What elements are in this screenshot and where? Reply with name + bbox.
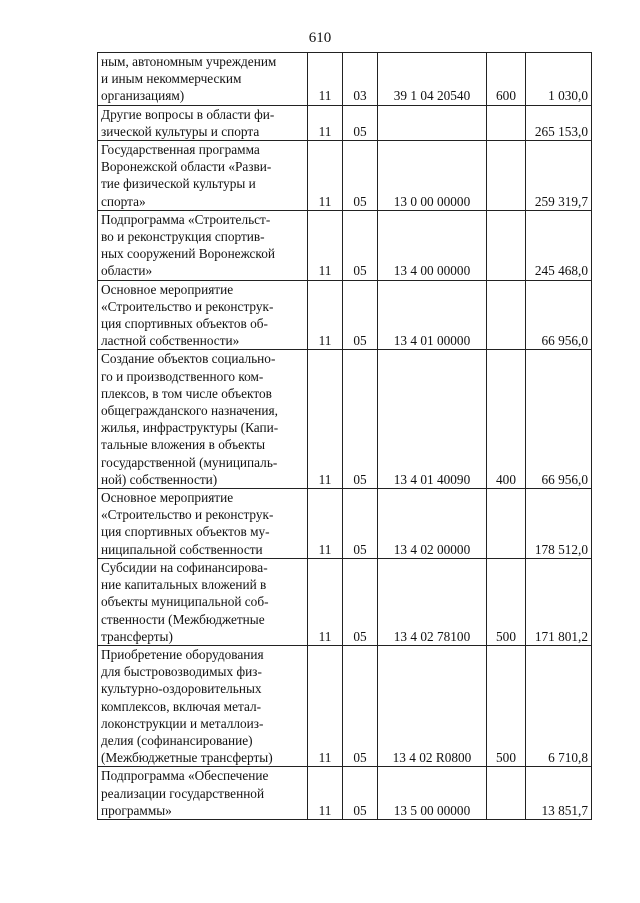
amount-cell: 66 956,0 <box>526 350 592 489</box>
amount-cell: 1 030,0 <box>526 53 592 106</box>
subsection-code-cell: 03 <box>343 53 378 106</box>
expense-type-cell <box>487 280 526 350</box>
subsection-code-cell: 05 <box>343 105 378 140</box>
section-code-cell: 11 <box>308 210 343 280</box>
table-row <box>98 350 592 489</box>
table-row <box>98 558 592 645</box>
section-code-cell: 11 <box>308 645 343 766</box>
subsection-code-cell: 05 <box>343 141 378 211</box>
row-name-text: Государственная программа Воронежской области «Разви- тие физической культуры и спорта» <box>101 142 272 209</box>
section-code-cell: 11 <box>308 105 343 140</box>
expense-type-cell <box>487 489 526 559</box>
table-row <box>98 105 592 140</box>
name-cell <box>98 210 308 280</box>
subsection-code-cell: 05 <box>343 350 378 489</box>
row-name-text: Приобретение оборудования для быстровозводимых физ- культурно-оздоровительных комплексов, включая метал- локонструкции и металлоиз- делия (софинансирование) (Межбюджетные трансферты) <box>101 646 273 766</box>
expense-type-cell: 500 <box>487 558 526 645</box>
section-code-cell: 11 <box>308 141 343 211</box>
expense-type-cell <box>487 767 526 820</box>
section-code-cell: 11 <box>308 558 343 645</box>
budget-table-body <box>98 53 592 820</box>
subsection-code-cell: 05 <box>343 558 378 645</box>
target-article-cell: 13 4 01 40090 <box>378 350 487 489</box>
name-cell <box>98 280 308 350</box>
name-cell <box>98 105 308 140</box>
amount-cell: 6 710,8 <box>526 645 592 766</box>
name-cell <box>98 141 308 211</box>
section-code-cell: 11 <box>308 53 343 106</box>
section-code-cell: 11 <box>308 489 343 559</box>
subsection-code-cell: 05 <box>343 489 378 559</box>
amount-cell: 245 468,0 <box>526 210 592 280</box>
row-name-text: Субсидии на софинансирова- ние капитальных вложений в объекты муниципальной соб- ственности (Межбюджетные трансферты) <box>101 559 269 644</box>
name-cell <box>98 767 308 820</box>
target-article-cell: 13 5 00 00000 <box>378 767 487 820</box>
budget-table <box>97 52 592 820</box>
target-article-cell: 13 0 00 00000 <box>378 141 487 211</box>
target-article-cell <box>378 105 487 140</box>
table-row <box>98 767 592 820</box>
expense-type-cell: 600 <box>487 53 526 106</box>
amount-cell: 259 319,7 <box>526 141 592 211</box>
target-article-cell: 13 4 00 00000 <box>378 210 487 280</box>
section-code-cell: 11 <box>308 767 343 820</box>
expense-type-cell <box>487 141 526 211</box>
row-name-text: Создание объектов социально- го и производственного ком- плексов, в том числе объектов общегражданского назначения, жилья, инфраструктуры (Капи- тальные вложения в объекты государственной (муниципаль- ной) собственности) <box>101 351 279 487</box>
table-row <box>98 210 592 280</box>
section-code-cell: 11 <box>308 280 343 350</box>
expense-type-cell: 400 <box>487 350 526 489</box>
target-article-cell: 39 1 04 20540 <box>378 53 487 106</box>
name-cell <box>98 53 308 106</box>
row-name-text: ным, автономным учрежденим и иным некоммерческим организациям) <box>101 54 277 104</box>
name-cell <box>98 350 308 489</box>
amount-cell: 178 512,0 <box>526 489 592 559</box>
expense-type-cell <box>487 210 526 280</box>
row-name-text: Подпрограмма «Обеспечение реализации государственной программы» <box>101 768 269 818</box>
row-name-text: Основное мероприятие «Строительство и реконструк- ция спортивных объектов му- ниципальной собственности <box>101 490 274 557</box>
table-row <box>98 645 592 766</box>
row-name-text: Другие вопросы в области фи- зической культуры и спорта <box>101 106 275 139</box>
table-row <box>98 489 592 559</box>
amount-cell: 13 851,7 <box>526 767 592 820</box>
row-name-text: Основное мероприятие «Строительство и реконструк- ция спортивных объектов об- ластной собственности» <box>101 281 274 349</box>
row-name-text: Подпрограмма «Строительст- во и реконструкция спортив- ных сооружений Воронежской области» <box>101 211 275 279</box>
target-article-cell: 13 4 02 00000 <box>378 489 487 559</box>
name-cell <box>98 489 308 559</box>
subsection-code-cell: 05 <box>343 280 378 350</box>
expense-type-cell <box>487 105 526 140</box>
table-row <box>98 141 592 211</box>
name-cell <box>98 645 308 766</box>
page-number: 610 <box>308 30 332 46</box>
section-code-cell: 11 <box>308 350 343 489</box>
target-article-cell: 13 4 02 R0800 <box>378 645 487 766</box>
subsection-code-cell: 05 <box>343 645 378 766</box>
expense-type-cell: 500 <box>487 645 526 766</box>
name-cell <box>98 558 308 645</box>
table-row <box>98 53 592 106</box>
amount-cell: 66 956,0 <box>526 280 592 350</box>
table-row <box>98 280 592 350</box>
amount-cell: 265 153,0 <box>526 105 592 140</box>
target-article-cell: 13 4 02 78100 <box>378 558 487 645</box>
target-article-cell: 13 4 01 00000 <box>378 280 487 350</box>
subsection-code-cell: 05 <box>343 767 378 820</box>
amount-cell: 171 801,2 <box>526 558 592 645</box>
subsection-code-cell: 05 <box>343 210 378 280</box>
